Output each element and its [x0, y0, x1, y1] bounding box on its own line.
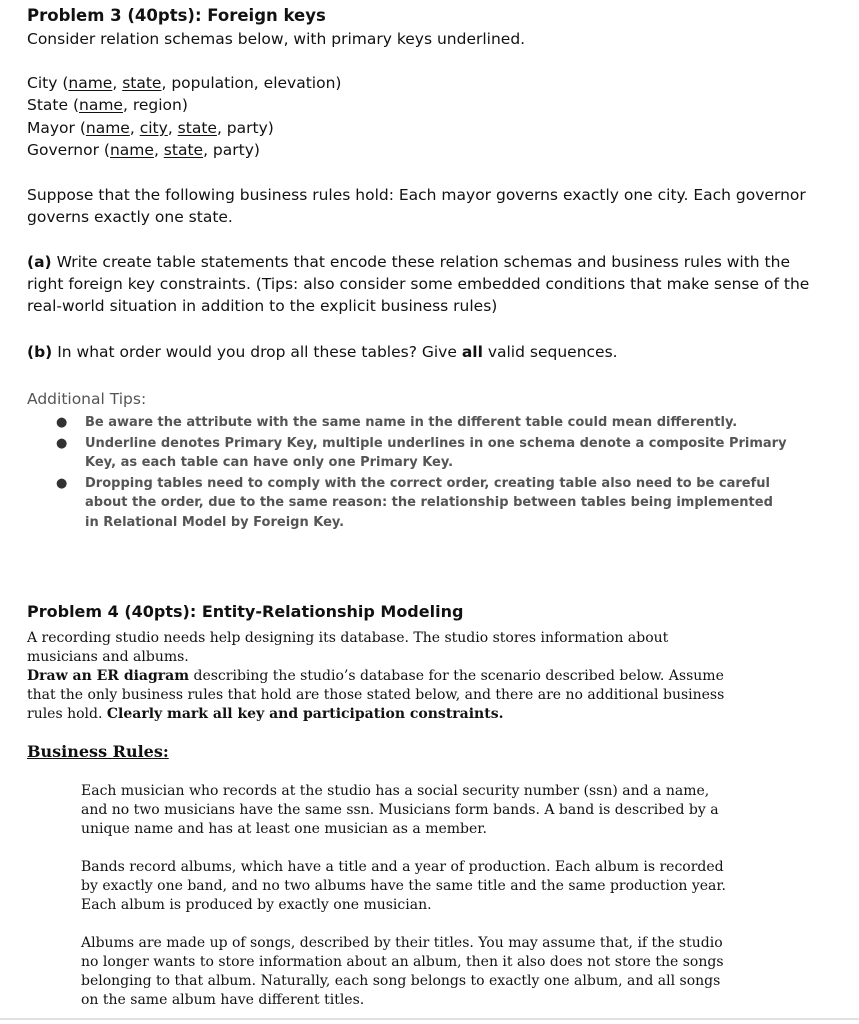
tip-text: Underline denotes Primary Key, multiple underlines in one schema denote a composite Primary Key, as each table can have only one Primary Key. [85, 435, 787, 470]
part-a [27, 251, 817, 317]
instructions-text: describing the studio’s database for the scenario described below. Assume that the only business rules that hold are those stated below, and there are no additional business rules hold. [27, 668, 725, 722]
part-a-text: Write create table statements that encode these relation schemas and business rules with the right foreign key constraints. (Tips: also consider some embedded conditions that make sense of the real-world situation in addition to the explicit business rules) [27, 253, 810, 315]
problem4-intro: A recording studio needs help designing its database. The studio stores information about musicians and albums. [27, 630, 669, 665]
bullet-icon: ● [56, 435, 68, 451]
problem3-intro: Consider relation schemas below, with primary keys underlined. [27, 30, 526, 48]
business-rule-songs: Albums are made up of songs, described by their titles. You may assume that, if the studio no longer wants to store information about an album, then it also does not store the songs belonging to that album. Naturally, each song belongs to exactly one album, and all songs on the same album have different titles. [81, 935, 724, 1008]
schema-name: City [27, 74, 58, 92]
schema-city: City (name, state, population, elevation) [27, 74, 342, 92]
part-a-label: (a) [27, 253, 52, 271]
draw-er-emphasis: Draw an ER diagram [27, 668, 190, 684]
primary-key: name [85, 119, 130, 137]
schema-state: State (name, region) [27, 96, 188, 114]
schema-name: State [27, 96, 69, 114]
tip-text: Be aware the attribute with the same name in the different table could mean differently. [85, 415, 738, 430]
part-b-label: (b) [27, 343, 53, 361]
primary-key: name [109, 141, 154, 159]
tip-item [50, 413, 790, 433]
tips-heading: Additional Tips: [27, 390, 147, 408]
primary-key: name [79, 96, 123, 114]
part-b [27, 341, 817, 363]
schema-mayor: Mayor (name, city, state, party) [27, 119, 274, 137]
primary-key: state [122, 74, 162, 92]
primary-key: state [177, 119, 217, 137]
business-rule-musicians: Each musician who records at the studio has a social security number (ssn) and a name, and no two musicians have the same ssn. Musicians form bands. A band is described by a unique name and has at least one musician as a member. [81, 783, 719, 837]
schema-name: Mayor [27, 119, 75, 137]
business-rules-statement: Suppose that the following business rules hold: Each mayor governs exactly one city. Each governor governs exactly one state. [27, 186, 806, 226]
tip-item [50, 434, 790, 473]
part-b-text: In what order would you drop all these tables? Give [52, 343, 462, 361]
problem4-title: Problem 4 (40pts): Entity-Relationship Modeling [27, 602, 464, 621]
part-b-text-end: valid sequences. [482, 343, 618, 361]
tip-text: Dropping tables need to comply with the correct order, creating table also need to be careful about the order, due to the same reason: the relationship between tables being implemented in Relational Model by Foreign Key. [85, 475, 773, 530]
primary-key: name [68, 74, 113, 92]
constraints-emphasis: Clearly mark all key and participation constraints. [106, 706, 504, 722]
business-rule-albums: Bands record albums, which have a title and a year of production. Each album is recorded by exactly one band, and no two albums have the same title and the same production year. Each album is produced by exactly one musician. [81, 859, 727, 913]
schema-governor: Governor (name, state, party) [27, 141, 260, 159]
schema-name: Governor [27, 141, 99, 159]
tip-item [50, 474, 790, 533]
schema-attributes: population, elevation [171, 74, 336, 92]
schema-attributes: party [226, 119, 268, 137]
problem4-instructions [27, 667, 727, 724]
tips-list [50, 413, 790, 533]
schema-attributes: region [132, 96, 182, 114]
page-bottom-divider [0, 1018, 859, 1020]
primary-key: state [163, 141, 204, 159]
schema-attributes: party [212, 141, 254, 159]
business-rules-heading: Business Rules: [27, 742, 169, 761]
primary-key: city [139, 119, 168, 137]
problem3-title: Problem 3 (40pts): Foreign keys [27, 6, 326, 25]
bullet-icon: ● [56, 475, 68, 491]
part-b-emphasis: all [461, 343, 483, 361]
bullet-icon: ● [56, 415, 68, 430]
